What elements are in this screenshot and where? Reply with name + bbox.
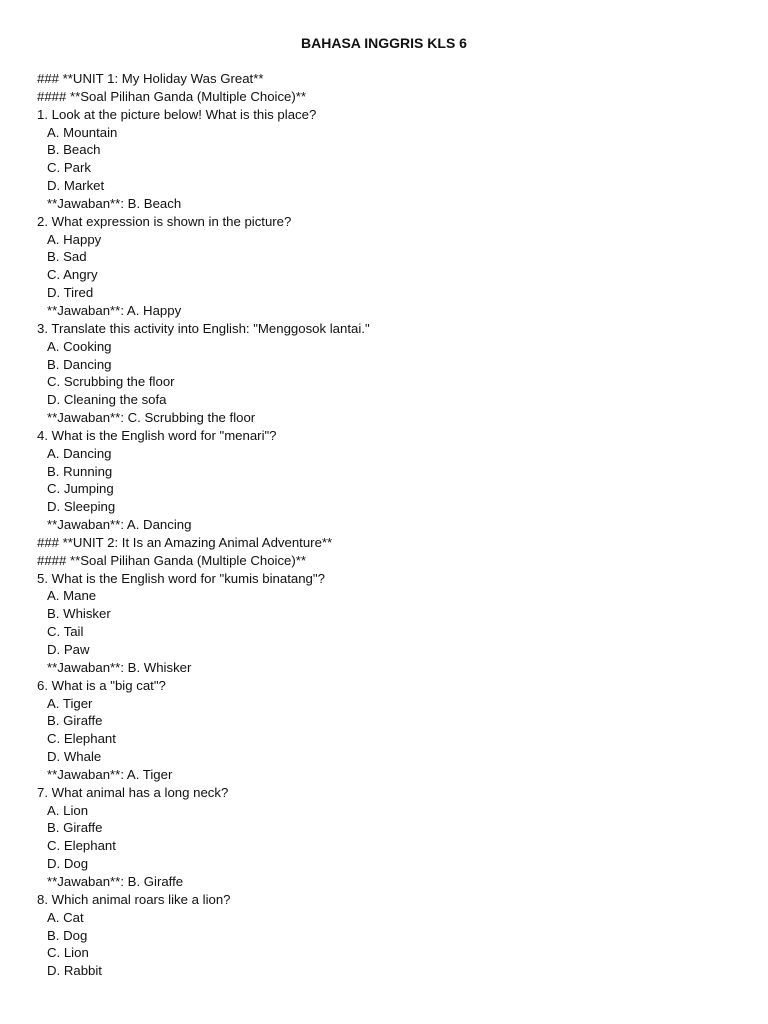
answer-option: C. Scrubbing the floor xyxy=(47,374,175,390)
answer-option: A. Cat xyxy=(47,909,84,925)
unit-heading: ### **UNIT 1: My Holiday Was Great** xyxy=(37,71,264,86)
document-body xyxy=(37,70,737,980)
answer-option: B. Sad xyxy=(47,249,87,265)
answer-option: A. Cooking xyxy=(47,338,112,354)
question-text: 5. What is the English word for "kumis binatang"? xyxy=(37,570,325,586)
answer-option: B. Dog xyxy=(47,927,88,943)
answer-option: B. Giraffe xyxy=(47,820,103,836)
answer-option: B. Giraffe xyxy=(47,713,103,729)
answer-option: C. Jumping xyxy=(47,481,114,497)
section-subheading: #### **Soal Pilihan Ganda (Multiple Choice)** xyxy=(37,88,307,104)
answer-option: A. Lion xyxy=(47,802,89,818)
answer-key: **Jawaban**: A. Tiger xyxy=(47,766,173,782)
answer-key: **Jawaban**: C. Scrubbing the floor xyxy=(47,410,256,426)
answer-option: D. Paw xyxy=(47,642,90,657)
answer-option: D. Cleaning the sofa xyxy=(47,392,167,408)
answer-option: A. Mountain xyxy=(47,124,118,140)
answer-option: A. Tiger xyxy=(47,695,93,711)
question-text: 4. What is the English word for "menari"? xyxy=(37,427,277,443)
answer-option: D. Tired xyxy=(47,285,94,301)
answer-option: A. Dancing xyxy=(47,445,112,461)
answer-option: C. Lion xyxy=(47,945,89,961)
answer-option: B. Beach xyxy=(47,142,101,158)
unit-heading: ### **UNIT 2: It Is an Amazing Animal Adventure** xyxy=(37,534,333,550)
question-text: 8. Which animal roars like a lion? xyxy=(37,891,231,907)
section-subheading: #### **Soal Pilihan Ganda (Multiple Choice)** xyxy=(37,552,307,568)
answer-option: D. Dog xyxy=(47,856,89,872)
question-text: 6. What is a "big cat"? xyxy=(37,677,166,693)
answer-key: **Jawaban**: B. Giraffe xyxy=(47,873,184,889)
answer-option: C. Elephant xyxy=(47,838,116,854)
answer-option: A. Happy xyxy=(47,231,102,247)
answer-option: D. Whale xyxy=(47,749,102,765)
document-title: BAHASA INGGRIS KLS 6 xyxy=(301,35,467,51)
answer-key: **Jawaban**: B. Beach xyxy=(47,195,182,211)
answer-key: **Jawaban**: A. Happy xyxy=(47,302,182,318)
answer-option: D. Sleeping xyxy=(47,499,116,515)
answer-option: C. Angry xyxy=(47,267,98,283)
question-text: 1. Look at the picture below! What is this place? xyxy=(37,106,317,122)
answer-option: D. Market xyxy=(47,178,105,194)
answer-option: A. Mane xyxy=(47,588,97,604)
answer-option: C. Park xyxy=(47,160,91,176)
answer-key: **Jawaban**: A. Dancing xyxy=(47,517,192,533)
question-text: 7. What animal has a long neck? xyxy=(37,784,229,800)
answer-option: D. Rabbit xyxy=(47,963,102,979)
answer-option: C. Elephant xyxy=(47,731,116,747)
answer-option: B. Whisker xyxy=(47,606,111,622)
answer-option: C. Tail xyxy=(47,624,84,640)
answer-option: B. Running xyxy=(47,463,113,479)
question-text: 2. What expression is shown in the picture? xyxy=(37,213,292,229)
question-text: 3. Translate this activity into English: "Menggosok lantai." xyxy=(37,320,370,336)
answer-option: B. Dancing xyxy=(47,356,112,372)
answer-key: **Jawaban**: B. Whisker xyxy=(47,659,192,675)
